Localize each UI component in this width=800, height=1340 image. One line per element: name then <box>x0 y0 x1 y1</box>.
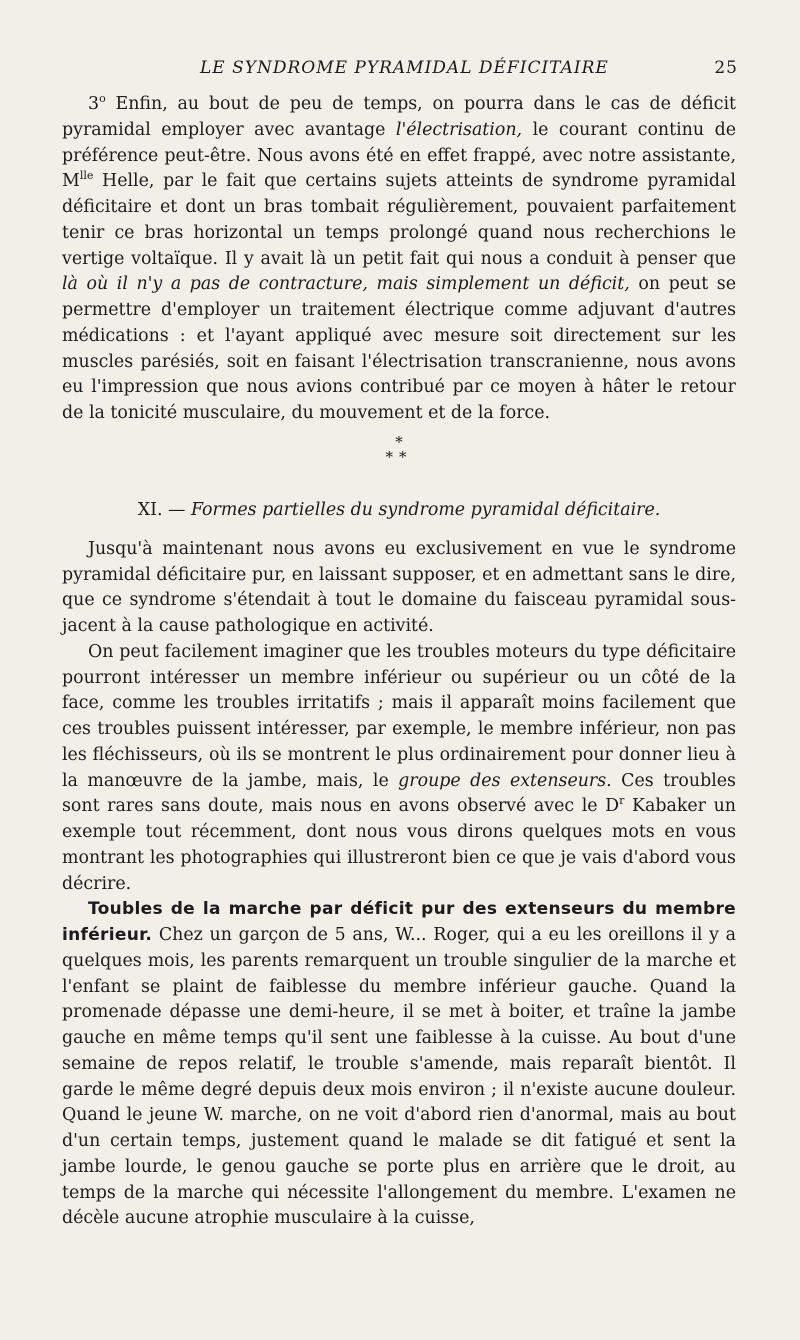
section-heading <box>62 497 736 523</box>
page-number: 25 <box>714 58 738 78</box>
text-run: Enfin, au bout de peu de temps, on pourra dans le cas de déficit pyramidal employer avec avantage <box>62 94 736 140</box>
italic-phrase: là où il n'y a pas de contracture, mais simplement un déficit, <box>62 274 630 295</box>
runin-heading: Toubles de la marche par déficit pur des extenseurs du membre inférieur. <box>62 899 736 945</box>
text-run: on peut se permettre d'employer un traitement électrique comme adjuvant d'autres médications : et l'ayant appliqué avec mesure soit directement sur les muscles parésiés, soit en faisant l'électrisation transcranienne, nous avons eu l'impression que nous avions contribué par ce moyen à hâter le retour de la tonicité musculaire, du mouvement et de la force. <box>62 274 736 423</box>
italic-term: l'électrisation, <box>395 119 523 140</box>
section-title: Formes partielles du syndrome pyramidal déficitaire. <box>190 499 661 520</box>
text-run: le courant continu de préférence peut-être. Nous avons été en effet frappé, avec notre assistante, M <box>62 119 736 192</box>
asterism-separator <box>62 427 736 479</box>
section-number: XI. — <box>137 499 191 520</box>
mlle-superscript: lle <box>79 169 94 183</box>
paragraph-case-report <box>62 897 736 1232</box>
running-header <box>62 58 738 84</box>
ordinal-superscript: o <box>99 92 106 105</box>
item-number: 3 <box>88 94 100 114</box>
text-run: Helle, par le fait que certains sujets atteints de syndrome pyramidal déficitaire et dont un bras tombait régulièrement, pouvaient parfaitement tenir ce bras horizontal un temps prolongé quand nous recherchions le vertige voltaïque. Il y avait là un petit fait qui nous a conduit à penser que <box>62 171 736 269</box>
text-run: On peut facilement imaginer que les troubles moteurs du type déficitaire pourront intéresser un membre inférieur ou supérieur ou un côté de la face, comme les troubles irritatifs ; mais il apparaît moins facilement que ces troubles puissent intéresser, par exemple, le membre inférieur, non pas les fléchisseurs, où ils se montrent le plus ordinairement pour donner lieu à la manœuvre de la jambe, mais, le <box>62 641 736 791</box>
asterism-bottom: ** <box>385 447 413 466</box>
page-body <box>62 92 736 1232</box>
dr-superscript: r <box>619 794 625 808</box>
paragraph-electrisation <box>62 92 736 427</box>
italic-term: groupe des extenseurs. <box>398 770 612 791</box>
text-run: Kabaker un exemple tout récemment, dont nous vous dirons quelques mots en vous montrant les photographies qui illustreront bien ce que je vais d'abord vous décrire. <box>62 796 736 894</box>
paragraph-formes-partielles <box>62 640 736 898</box>
running-title: LE SYNDROME PYRAMIDAL DÉFICITAIRE <box>200 58 609 78</box>
text-run: Ces troubles sont rares sans doute, mais nous en avons observé avec le D <box>62 770 736 817</box>
text-run: Chez un garçon de 5 ans, W... Roger, qui a eu les oreillons il y a quelques mois, les parents remarquent un trouble singulier de la marche et l'enfant se plaint de faiblesse du membre inférieur gauche. Quand la promenade dépasse une demi-heure, il se met à boiter, et traîne la jambe gauche en même temps qu'il sent une faiblesse à la cuisse. Au bout d'une semaine de repos relatif, le trouble s'amende, mais reparaît bientôt. Il garde le même degré depuis deux mois environ ; il n'existe aucune douleur. Quand le jeune W. marche, on ne voit d'abord rien d'anormal, mais au bout d'un certain temps, justement quand le malade se dit fatigué et sent la jambe lourde, le genou gauche se porte plus en arrière que le droit, au temps de la marche qui nécessite l'allongement du membre. L'examen ne décèle aucune atrophie musculaire à la cuisse, <box>62 925 736 1229</box>
asterism-top: * <box>395 432 403 451</box>
paragraph-syndrome-pur: Jusqu'à maintenant nous avons eu exclusivement en vue le syndrome pyramidal déficitaire pur, en laissant supposer, et en admettant sans le dire, que ce syndrome s'étendait à tout le domaine du faisceau pyramidal sous-jacent à la cause pathologique en activité. <box>62 538 736 636</box>
